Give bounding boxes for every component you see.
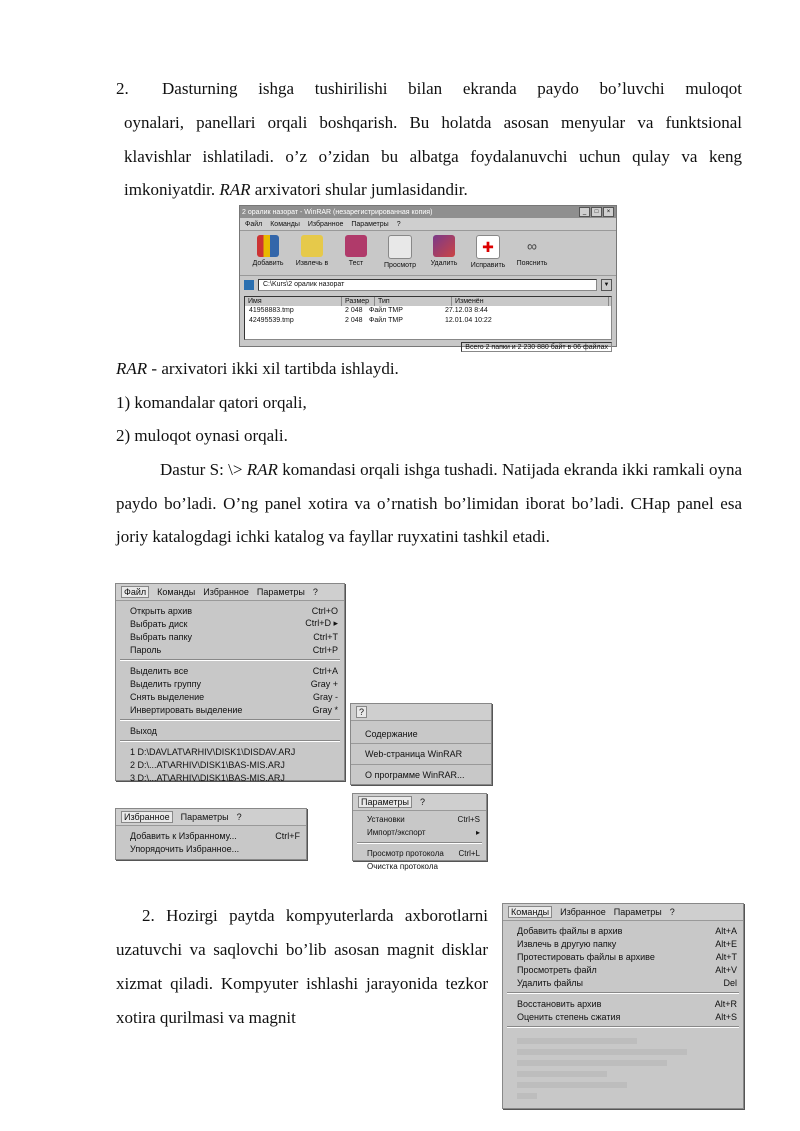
- menu-item-label: Web-страница WinRAR: [365, 749, 463, 759]
- menu-separator: [357, 842, 482, 844]
- menu-item-clear-log[interactable]: [353, 860, 486, 873]
- menu-item-label: Просмотреть файл: [517, 964, 597, 975]
- tool-label: Пояснить: [516, 260, 548, 267]
- minimize-icon[interactable]: _: [579, 207, 590, 217]
- rar-intro-text: - arxivatori ikki xil tartibda ishlaydi.: [151, 359, 399, 378]
- menu-item-exit[interactable]: [116, 724, 344, 737]
- menu-item-open-archive[interactable]: [116, 604, 344, 617]
- menu-item-shortcut: Gray *: [312, 704, 338, 715]
- tool-extract-button[interactable]: [292, 235, 332, 271]
- options-menu-window: [352, 793, 487, 871]
- menu-item-label: Пароль: [130, 644, 162, 655]
- menu-item-recent-3[interactable]: [116, 771, 344, 784]
- menu-help[interactable]: ?: [419, 797, 425, 807]
- menu-item-add-favorite[interactable]: [116, 829, 306, 842]
- paragraph-2-rest: komandasi orqali ishga tushadi. Natijada ekranda ikki ramkali oyna paydo bo’ladi. O’ng panel xotira va o’rnatish bo’limidan iborat bo’ladi. CHap panel esa joriy katalogdagi ichki katalog va fayllar ruyxatini tashkil etadi.: [116, 460, 742, 546]
- menu-item-view-file[interactable]: [503, 963, 743, 976]
- close-icon[interactable]: ×: [603, 207, 614, 217]
- menu-item-invert-selection[interactable]: [116, 703, 344, 716]
- column-name[interactable]: Имя: [245, 297, 342, 306]
- tool-label: Исправить: [470, 262, 506, 269]
- help-menubar: [351, 704, 491, 721]
- menu-item-shortcut: Alt+A: [715, 925, 737, 936]
- tool-label: Добавить: [252, 260, 284, 267]
- options-menubar: [353, 794, 486, 811]
- winrar-menu-file[interactable]: Файл: [245, 220, 263, 228]
- paragraph-1-number: 2.: [116, 79, 129, 98]
- menu-commands[interactable]: Команды: [157, 587, 196, 597]
- menu-item-shortcut: ▸: [475, 828, 480, 837]
- menu-item-shortcut: Gray -: [312, 691, 338, 702]
- tool-view-button[interactable]: [380, 235, 420, 271]
- file-date: 12.01.04 10:22: [445, 317, 492, 324]
- menu-item-label: Выделить все: [130, 665, 189, 676]
- up-folder-icon[interactable]: [244, 280, 254, 290]
- favorites-menu-window: [115, 808, 307, 860]
- menu-item-shortcut: Ctrl+F: [275, 830, 300, 841]
- menu-help[interactable]: ?: [236, 812, 242, 822]
- menu-item-label: Выбрать диск: [130, 618, 188, 629]
- menu-options[interactable]: Параметры: [358, 796, 412, 808]
- menu-item-delete-files[interactable]: [503, 976, 743, 989]
- menu-item-label: Выделить группу: [130, 678, 201, 689]
- menu-item-label: Импорт/экспорт: [367, 828, 426, 837]
- menu-item-label: Протестировать файлы в архиве: [517, 951, 655, 962]
- menu-options[interactable]: Параметры: [256, 587, 305, 597]
- menu-item-label: Содержание: [365, 729, 418, 739]
- menu-item-shortcut: Alt+R: [714, 998, 737, 1009]
- menu-item-recent-1[interactable]: [116, 745, 344, 758]
- menu-item-shortcut: Alt+T: [715, 951, 737, 962]
- menu-item-select-folder[interactable]: [116, 630, 344, 643]
- file-type: Файл TMP: [369, 317, 403, 324]
- winrar-pathbar: [240, 276, 616, 294]
- menu-separator: [507, 1026, 739, 1028]
- file-size: 2 048: [345, 307, 363, 314]
- menu-favorites[interactable]: Избранное: [203, 587, 249, 597]
- menu-item-label: О программе WinRAR...: [365, 770, 465, 780]
- books-icon: [257, 235, 279, 257]
- tool-label: Извлечь в: [295, 260, 329, 267]
- mode-item-1: 1) komandalar qatori orqali,: [116, 393, 307, 412]
- file-name: 41958883.tmp: [249, 307, 294, 314]
- menu-item-shortcut: Ctrl+P: [312, 644, 338, 655]
- file-date: 27.12.03 8:44: [445, 307, 488, 314]
- paragraph-1-line-1: [116, 72, 742, 106]
- menu-item-shortcut: Ctrl+L: [458, 849, 480, 858]
- menu-item-organize-favorites[interactable]: [116, 842, 306, 855]
- paragraph-2-rar: RAR: [246, 460, 278, 479]
- paragraph-1-text: oynalari, panellari orqali boshqarish. Bu holatda asosan menyular va funktsional klavishlar ishlatiladi. o’z o’zidan bu albatga foydalanuvchi uchun qulay va keng imkoniyatdir.: [124, 113, 742, 199]
- menu-item-password[interactable]: [116, 643, 344, 656]
- menu-item-deselect[interactable]: [116, 690, 344, 703]
- menu-help[interactable]: ?: [356, 706, 367, 718]
- menu-item-shortcut: Ctrl+T: [313, 631, 338, 642]
- menu-help[interactable]: ?: [669, 907, 675, 917]
- menu-item-shortcut: Ctrl+S: [457, 815, 480, 824]
- menu-item-label: Снять выделение: [130, 691, 205, 702]
- menu-item-shortcut: Del: [723, 977, 737, 988]
- paragraph-2: [116, 453, 742, 554]
- column-size[interactable]: Размер: [342, 297, 375, 306]
- menu-item-label: Добавить к Избранному...: [130, 830, 237, 841]
- tool-test-button[interactable]: [336, 235, 376, 271]
- menu-item-extract[interactable]: [503, 937, 743, 950]
- winrar-title: 2 оралик назорат - WinRAR (незарегистрированная копия): [242, 208, 433, 216]
- magnifier-icon: [388, 235, 412, 259]
- winrar-menu-commands[interactable]: Команды: [270, 220, 300, 228]
- folder-icon: [301, 235, 323, 257]
- file-list-header: [245, 297, 611, 306]
- table-row[interactable]: [245, 316, 611, 326]
- winrar-toolbar: [240, 231, 616, 276]
- menu-item-select-drive[interactable]: [116, 617, 344, 630]
- menu-separator: [507, 992, 739, 994]
- menu-item-label: 1 D:\DAVLAT\ARHIV\DISK1\DISDAV.ARJ: [130, 746, 296, 757]
- menu-item-label: Открыть архив: [130, 605, 193, 616]
- commands-menu-window: [502, 903, 744, 1109]
- menu-item-repair-archive[interactable]: [503, 997, 743, 1010]
- menu-item-select-all[interactable]: [116, 664, 344, 677]
- menu-item-test[interactable]: [503, 950, 743, 963]
- menu-item-shortcut: Ctrl+D ▸: [305, 618, 338, 628]
- file-menubar: [116, 584, 344, 601]
- file-list: [244, 296, 612, 340]
- menu-separator: [120, 740, 340, 742]
- menu-item-settings[interactable]: [353, 813, 486, 826]
- menu-options[interactable]: Параметры: [613, 907, 662, 917]
- menu-item-shortcut: Gray +: [310, 678, 338, 689]
- tool-delete-button[interactable]: [424, 235, 464, 271]
- tool-label: Просмотр: [384, 262, 416, 269]
- paragraph-1-rar: RAR: [219, 180, 251, 199]
- menu-commands[interactable]: Команды: [508, 906, 552, 918]
- rar-intro-italic: RAR: [116, 359, 148, 378]
- menu-file[interactable]: Файл: [121, 586, 149, 598]
- table-row[interactable]: [245, 306, 611, 316]
- column-modified[interactable]: Изменён: [452, 297, 609, 306]
- menu-item-label: Установки: [367, 815, 405, 824]
- paragraph-2-start: Dastur S: \>: [160, 460, 247, 479]
- file-menu-window: [115, 583, 345, 781]
- file-size: 2 048: [345, 317, 363, 324]
- help-menu-window: [350, 703, 492, 785]
- menu-item-view-log[interactable]: [353, 847, 486, 860]
- menu-item-label: Выход: [130, 725, 157, 736]
- menu-favorites[interactable]: Избранное: [560, 907, 606, 917]
- book-icon: [345, 235, 367, 257]
- status-text: Всего 2 папки и 2 230 880 байт в 06 файлах: [461, 342, 612, 352]
- winrar-menu-help[interactable]: ?: [396, 220, 401, 228]
- paragraph-1-body: [124, 106, 742, 207]
- menu-item-label: Восстановить архив: [517, 998, 602, 1009]
- menu-item-label: Удалить файлы: [517, 977, 584, 988]
- delete-books-icon: [433, 235, 455, 257]
- tool-repair-button[interactable]: [468, 235, 508, 271]
- commands-menubar: [503, 904, 743, 921]
- file-type: Файл TMP: [369, 307, 403, 314]
- menu-item-label: Извлечь в другую папку: [517, 938, 617, 949]
- paragraph-3-text: Hozirgi paytda kompyuterlarda axborotlarni uzatuvchi va saqlovchi bo’lib asosan magnit disklar xizmat qiladi. Kompyuter ishlashi jarayonida tezkor xotira qurilmasi va magnit: [116, 906, 488, 1027]
- winrar-titlebar: [240, 206, 616, 218]
- menu-help[interactable]: ?: [312, 587, 318, 597]
- disabled-menu-items: [503, 1031, 743, 1106]
- winrar-menu-favorites[interactable]: Избранное: [307, 220, 344, 228]
- menu-separator: [120, 719, 340, 721]
- menu-item-about[interactable]: [351, 765, 491, 785]
- menu-item-recent-2[interactable]: [116, 758, 344, 771]
- column-type[interactable]: Тип: [375, 297, 452, 306]
- menu-item-label: Оценить степень сжатия: [517, 1011, 621, 1022]
- menu-item-label: Упорядочить Избранное...: [130, 843, 240, 854]
- favorites-menubar: [116, 809, 306, 826]
- menu-item-add-files[interactable]: [503, 924, 743, 937]
- menu-favorites[interactable]: Избранное: [121, 811, 173, 823]
- menu-item-shortcut: Alt+E: [715, 938, 737, 949]
- menu-options[interactable]: Параметры: [180, 812, 229, 822]
- path-input[interactable]: C:\Kurs\2 оралик назорат: [258, 279, 597, 291]
- first-aid-icon: ✚: [476, 235, 500, 259]
- menu-item-label: Очистка протокола: [367, 862, 438, 871]
- tool-label: Удалить: [430, 260, 458, 267]
- menu-item-contents[interactable]: [351, 725, 491, 744]
- menu-item-label: Инвертировать выделение: [130, 704, 243, 715]
- maximize-icon[interactable]: □: [591, 207, 602, 217]
- paragraph-1-tail: arxivatori shular jumlasidandir.: [254, 180, 468, 199]
- mode-item-2: 2) muloqot oynasi orqali.: [116, 426, 288, 445]
- menu-item-select-group[interactable]: [116, 677, 344, 690]
- menu-item-shortcut: Ctrl+O: [311, 605, 338, 616]
- paragraph-1-first-line: Dasturning ishga tushirilishi bilan ekranda paydo bo’luvchi muloqot: [162, 79, 742, 98]
- tool-comment-button[interactable]: [512, 235, 552, 271]
- paragraph-3: [116, 899, 488, 1035]
- menu-item-webpage[interactable]: [351, 744, 491, 765]
- tool-label: Тест: [348, 260, 364, 267]
- menu-item-label: Добавить файлы в архив: [517, 925, 623, 936]
- menu-item-estimate-compression[interactable]: [503, 1010, 743, 1023]
- menu-item-shortcut: Alt+S: [715, 1011, 737, 1022]
- paragraph-3-number: 2.: [142, 906, 155, 925]
- menu-item-label: 2 D:\...AT\ARHIV\DISK1\BAS-MIS.ARJ: [130, 759, 285, 770]
- menu-item-shortcut: Ctrl+A: [312, 665, 338, 676]
- status-bar: [240, 342, 616, 352]
- winrar-menu-options[interactable]: Параметры: [351, 220, 389, 228]
- menu-item-shortcut: Alt+V: [715, 964, 737, 975]
- winrar-window: [239, 205, 617, 351]
- menu-item-import-export[interactable]: [353, 826, 486, 839]
- menu-item-label: Просмотр протокола: [367, 849, 444, 858]
- menu-item-label: 3 D:\...AT\ARHIV\DISK1\BAS-MIS.ARJ: [130, 772, 285, 783]
- glasses-icon: ∞: [527, 238, 537, 254]
- file-name: 42495539.tmp: [249, 317, 294, 324]
- chevron-down-icon[interactable]: ▼: [601, 279, 612, 291]
- tool-add-button[interactable]: [248, 235, 288, 271]
- menu-separator: [120, 659, 340, 661]
- rar-intro: [116, 352, 742, 386]
- menu-item-label: Выбрать папку: [130, 631, 193, 642]
- winrar-menubar: [240, 218, 616, 231]
